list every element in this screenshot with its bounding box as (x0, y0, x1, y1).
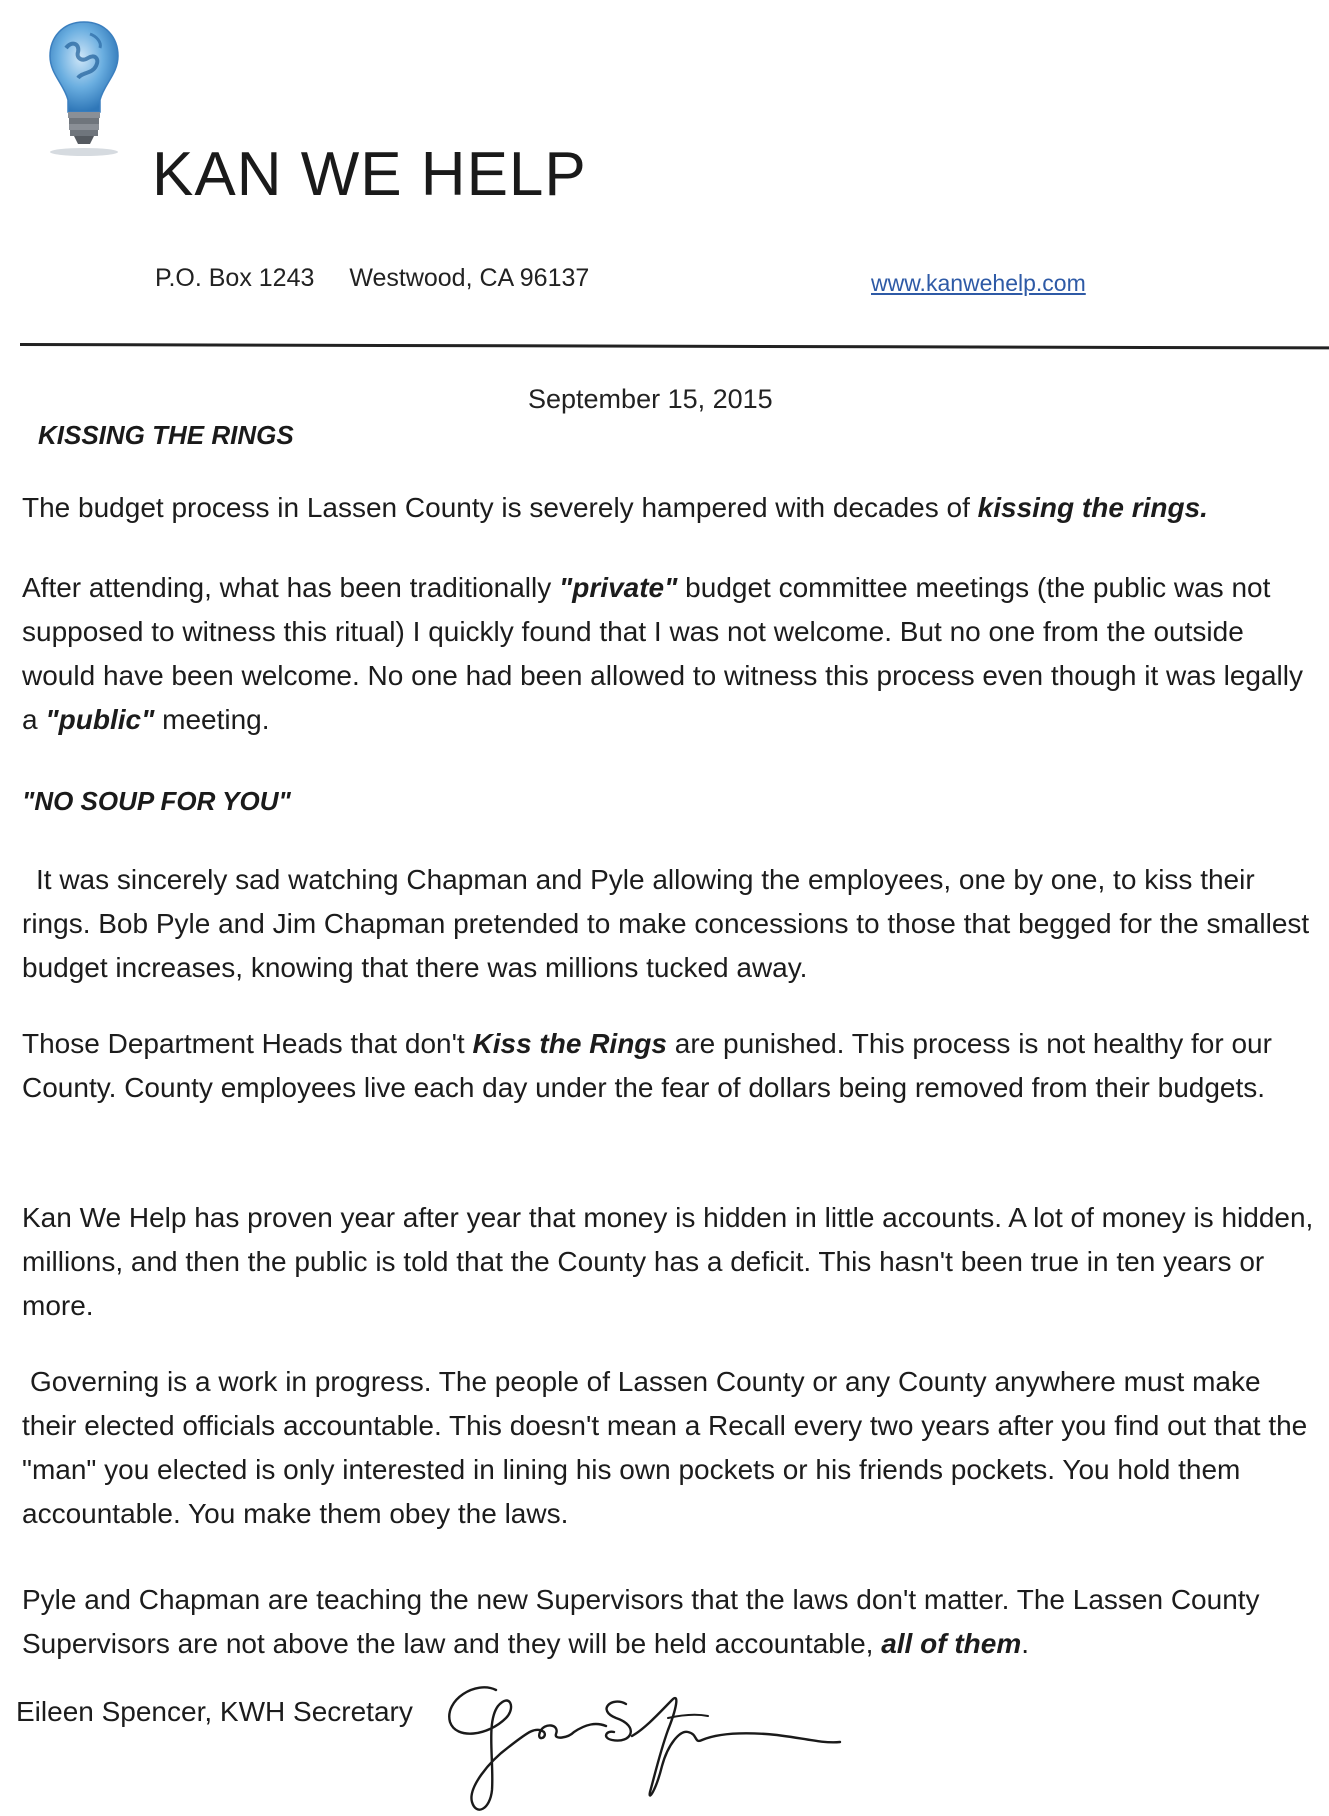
signoff-name: Eileen Spencer, KWH Secretary (16, 1696, 413, 1727)
mailing-address (155, 264, 617, 293)
paragraph-7-text-a: Pyle and Chapman are teaching the new Supervisors that the laws don't matter. The Lassen County Supervisors are not above the law and they will be held accountable, (22, 1584, 1260, 1659)
paragraph-4-text-b: are punished. This process is not healthy for our County. County employees live each day under the fear of dollars being removed from their budgets. (22, 1028, 1272, 1103)
paragraph-1 (22, 486, 1317, 530)
letter-date: September 15, 2015 (528, 384, 773, 414)
paragraph-4 (22, 1022, 1317, 1110)
paragraph-4-emphasis: Kiss the Rings (472, 1028, 667, 1059)
paragraph-5: Kan We Help has proven year after year that money is hidden in little accounts. A lot of money is hidden, millions, and then the public is told that the County has a deficit. This hasn't been true in ten years or more. (22, 1202, 1314, 1321)
paragraph-2-text-a: After attending, what has been traditionally (22, 572, 560, 603)
handwritten-signature (436, 1670, 856, 1816)
organization-name: KAN WE HELP (152, 140, 587, 209)
lightbulb-globe-logo-icon (44, 18, 124, 160)
paragraph-3: It was sincerely sad watching Chapman and Pyle allowing the employees, one by one, to kiss their rings. Bob Pyle and Jim Chapman pretended to make concessions to those that begged for the smallest budget increases, knowing that there was millions tucked away. (22, 864, 1310, 983)
paragraph-1-emphasis: kissing the rings. (977, 492, 1208, 523)
paragraph-1-text: The budget process in Lassen County is severely hampered with decades of (22, 492, 978, 523)
paragraph-7-emphasis: all of them (881, 1628, 1022, 1659)
paragraph-4-text-a: Those Department Heads that don't (22, 1028, 473, 1059)
letterhead-divider (20, 343, 1329, 349)
city-state-zip: Westwood, CA 96137 (349, 264, 590, 292)
heading-kissing-the-rings: KISSING THE RINGS (38, 420, 294, 450)
paragraph-2-text-b: budget committee meetings (the public was not supposed to witness this ritual) I quickly found that I was not welcome. But no one from the outside would have been welcome. No one had been allowed to witness this process even though it was legally a (22, 572, 1303, 735)
heading-no-soup-for-you: "NO SOUP FOR YOU" (22, 786, 291, 816)
website-link[interactable]: www.kanwehelp.com (871, 270, 1086, 296)
paragraph-2-emphasis-public: "public" (45, 704, 155, 735)
paragraph-2 (22, 566, 1317, 742)
paragraph-2-text-c: meeting. (154, 704, 270, 735)
po-box: P.O. Box 1243 (155, 264, 315, 292)
paragraph-2-emphasis-private: "private" (559, 572, 678, 603)
paragraph-6: Governing is a work in progress. The people of Lassen County or any County anywhere must make their elected officials accountable. This doesn't mean a Recall every two years after you find out that the "man" you elected is only interested in lining his own pockets or his friends pockets. You hold them accountable. You make them obey the laws. (22, 1366, 1308, 1529)
paragraph-7-text-b: . (1021, 1628, 1029, 1659)
paragraph-7 (22, 1578, 1317, 1666)
